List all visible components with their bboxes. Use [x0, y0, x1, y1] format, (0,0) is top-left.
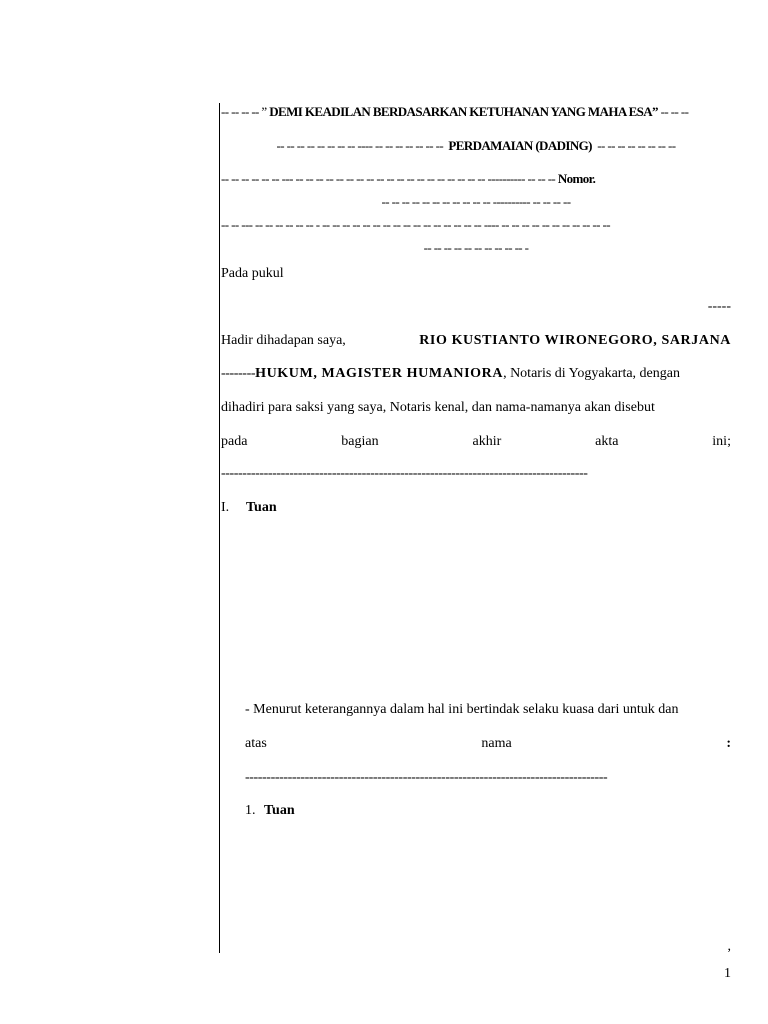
- header-line-5: [221, 216, 731, 234]
- dash-line-1: [221, 465, 731, 483]
- header-dashes: -- -- --: [660, 104, 689, 119]
- closing-word: akta: [595, 434, 619, 449]
- dash-line-2: [245, 769, 731, 787]
- witness-line: [221, 399, 731, 417]
- notary-rest: , Notaris di Yogyakarta, dengan: [503, 366, 680, 381]
- closing-line: [221, 433, 731, 451]
- header-dashes: -- -- -- -- -- -- -- -- ---- -- -- -- -- -- -- --: [276, 138, 444, 153]
- comma-text: ,: [727, 939, 731, 954]
- closing-word: pada: [221, 434, 248, 449]
- closing-word: bagian: [341, 434, 379, 449]
- header-dashes: -- -- -- -- -- -- -- --: [597, 138, 676, 153]
- party-1-line: [245, 802, 731, 820]
- nomor-label: Nomor.: [557, 171, 596, 186]
- dash-right-line: [221, 298, 731, 316]
- party-i-number: I.: [221, 500, 230, 515]
- atas-word: atas: [245, 736, 267, 751]
- page-number: [600, 965, 731, 983]
- party-1-label: Tuan: [264, 803, 295, 818]
- notary-name-2: HUKUM, MAGISTER HUMANIORA: [255, 366, 504, 381]
- header-dashes: -- -- --- -- -- -- -- -- -- - -- -- -- -- -- -- -- -- -- -- -- -- -- -- -- -- ---- -- -- -- -- -- -- -- -- -- -- --: [221, 217, 610, 232]
- pada-pukul-text: Pada pukul: [221, 266, 284, 281]
- header-line-2: [221, 137, 731, 155]
- atas-nama-line: [245, 735, 731, 753]
- trailing-comma: [600, 938, 731, 956]
- hadir-line: [221, 332, 731, 350]
- deed-title: PERDAMAIAN (DADING): [448, 138, 592, 153]
- closing-word: akhir: [472, 434, 502, 449]
- document-title: DEMI KEADILAN BERDASARKAN KETUHANAN YANG MAHA ESA”: [269, 104, 658, 119]
- header-dashes: -- -- -- -- -- -- --- -- -- -- -- -- -- -- -- -- -- -- -- -- -- -- -- -- -- -- ---------- -- -- --: [221, 171, 556, 186]
- page-number-text: 1: [724, 966, 731, 981]
- header-dashes: -- -- -- -- ”: [221, 104, 267, 119]
- header-dashes: -- -- -- -- -- -- -- -- -- -- -- ---------- -- -- -- --: [381, 194, 571, 209]
- menurut-line: [245, 701, 731, 719]
- witness-text: dihadiri para saksi yang saya, Notaris kenal, dan nama-namanya akan disebut: [221, 400, 655, 415]
- left-margin-line: [219, 103, 220, 953]
- notary-title-line: [221, 365, 731, 383]
- header-line-6: [221, 239, 731, 257]
- dash-filler: --------: [221, 366, 256, 381]
- notary-name-1: RIO KUSTIANTO WIRONEGORO, SARJANA: [419, 333, 731, 348]
- header-line-1: [221, 103, 731, 121]
- hadir-prefix: Hadir dihadapan saya,: [221, 333, 346, 348]
- dash-filler: -------------------------------------------------------------------------------------: [245, 770, 608, 785]
- pada-pukul-line: [221, 265, 731, 283]
- dash-filler: -----: [707, 299, 731, 314]
- header-line-3: [221, 170, 731, 188]
- party-i-line: [221, 499, 731, 517]
- colon: :: [726, 736, 731, 751]
- closing-word: ini;: [712, 434, 731, 449]
- dash-filler: --------------------------------------------------------------------------------------: [221, 466, 588, 481]
- party-1-number: 1.: [245, 803, 256, 818]
- menurut-text: - Menurut keterangannya dalam hal ini bertindak selaku kuasa dari untuk dan: [245, 702, 679, 717]
- nama-word: nama: [481, 736, 512, 751]
- header-dashes: -- -- -- -- -- -- -- -- -- -- -: [423, 240, 529, 255]
- header-line-4: [221, 193, 731, 211]
- party-i-label: Tuan: [246, 500, 277, 515]
